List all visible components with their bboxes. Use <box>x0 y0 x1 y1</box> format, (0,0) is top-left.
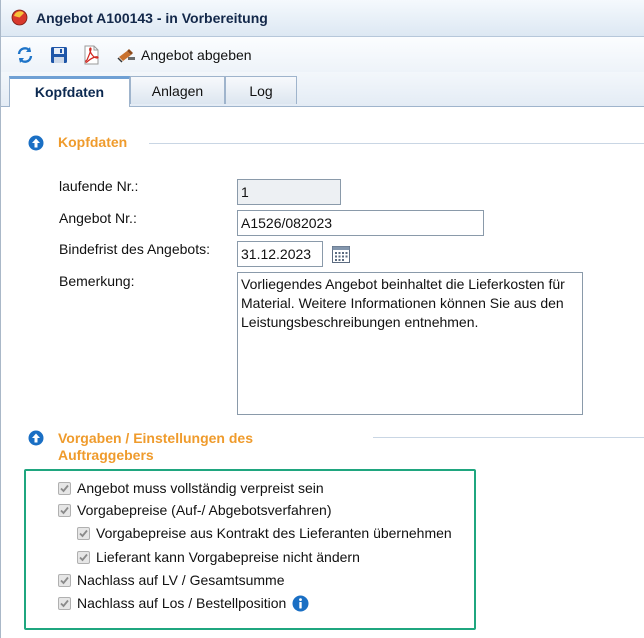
option-label: Nachlass auf Los / Bestellposition <box>77 595 287 611</box>
option-label: Lieferant kann Vorgabepreise nicht ändern <box>96 549 360 565</box>
tab-anlagen[interactable]: Anlagen <box>130 76 225 104</box>
tab-kopfdaten[interactable]: Kopfdaten <box>9 76 130 107</box>
section-title-vorgaben-line1: Vorgaben / Einstellungen des <box>58 430 253 446</box>
pdf-icon[interactable] <box>81 45 101 65</box>
option-row <box>58 478 324 498</box>
collapse-up-icon[interactable] <box>28 135 44 151</box>
option-label: Vorgabepreise aus Kontrakt des Lieferanten übernehmen <box>96 525 452 541</box>
option-row <box>77 547 360 567</box>
submit-offer-button[interactable]: Angebot abgeben <box>141 47 252 63</box>
bindefrist-date-field[interactable] <box>237 241 323 267</box>
checkbox-kontrakt-uebernehmen[interactable] <box>77 527 90 540</box>
tab-content-kopfdaten <box>1 107 644 638</box>
save-icon[interactable] <box>49 45 69 65</box>
tab-bar <box>1 72 644 107</box>
laufende-nr-field[interactable] <box>237 179 341 205</box>
section-divider <box>149 143 644 144</box>
info-icon[interactable] <box>292 595 309 612</box>
tab-log[interactable]: Log <box>225 76 297 104</box>
refresh-icon[interactable] <box>15 45 35 65</box>
label-angebot-nr: Angebot Nr.: <box>59 210 137 226</box>
option-label: Vorgabepreise (Auf-/ Abgebotsverfahren) <box>77 502 332 518</box>
label-bemerkung: Bemerkung: <box>59 273 135 289</box>
option-row <box>58 500 332 520</box>
checkbox-vollstaendig-verpreist[interactable] <box>58 482 71 495</box>
option-label: Nachlass auf LV / Gesamtsumme <box>77 572 285 588</box>
toolbar <box>1 37 644 72</box>
section-title-vorgaben-line2: Auftraggebers <box>58 447 154 463</box>
checkbox-nachlass-los[interactable] <box>58 597 71 610</box>
bemerkung-textarea[interactable] <box>237 272 583 415</box>
option-label: Angebot muss vollständig verpreist sein <box>77 480 324 496</box>
checkbox-nachlass-lv[interactable] <box>58 574 71 587</box>
collapse-up-icon-vorgaben[interactable] <box>28 430 44 446</box>
label-bindefrist: Bindefrist des Angebots: <box>59 241 210 257</box>
submit-offer-icon[interactable] <box>117 45 137 65</box>
option-row <box>58 593 309 613</box>
label-laufende-nr: laufende Nr.: <box>59 178 139 194</box>
calendar-icon[interactable] <box>331 244 351 264</box>
window-title: Angebot A100143 - in Vorbereitung <box>36 10 268 26</box>
app-logo-icon <box>11 9 28 26</box>
section-title-kopfdaten: Kopfdaten <box>58 134 128 150</box>
checkbox-vorgabepreise-nicht-aendern[interactable] <box>77 551 90 564</box>
title-bar <box>1 0 644 37</box>
checkbox-vorgabepreise[interactable] <box>58 504 71 517</box>
angebot-nr-field[interactable] <box>237 210 484 236</box>
section-divider-vorgaben <box>373 437 644 438</box>
option-row <box>77 523 452 543</box>
option-row <box>58 570 284 590</box>
